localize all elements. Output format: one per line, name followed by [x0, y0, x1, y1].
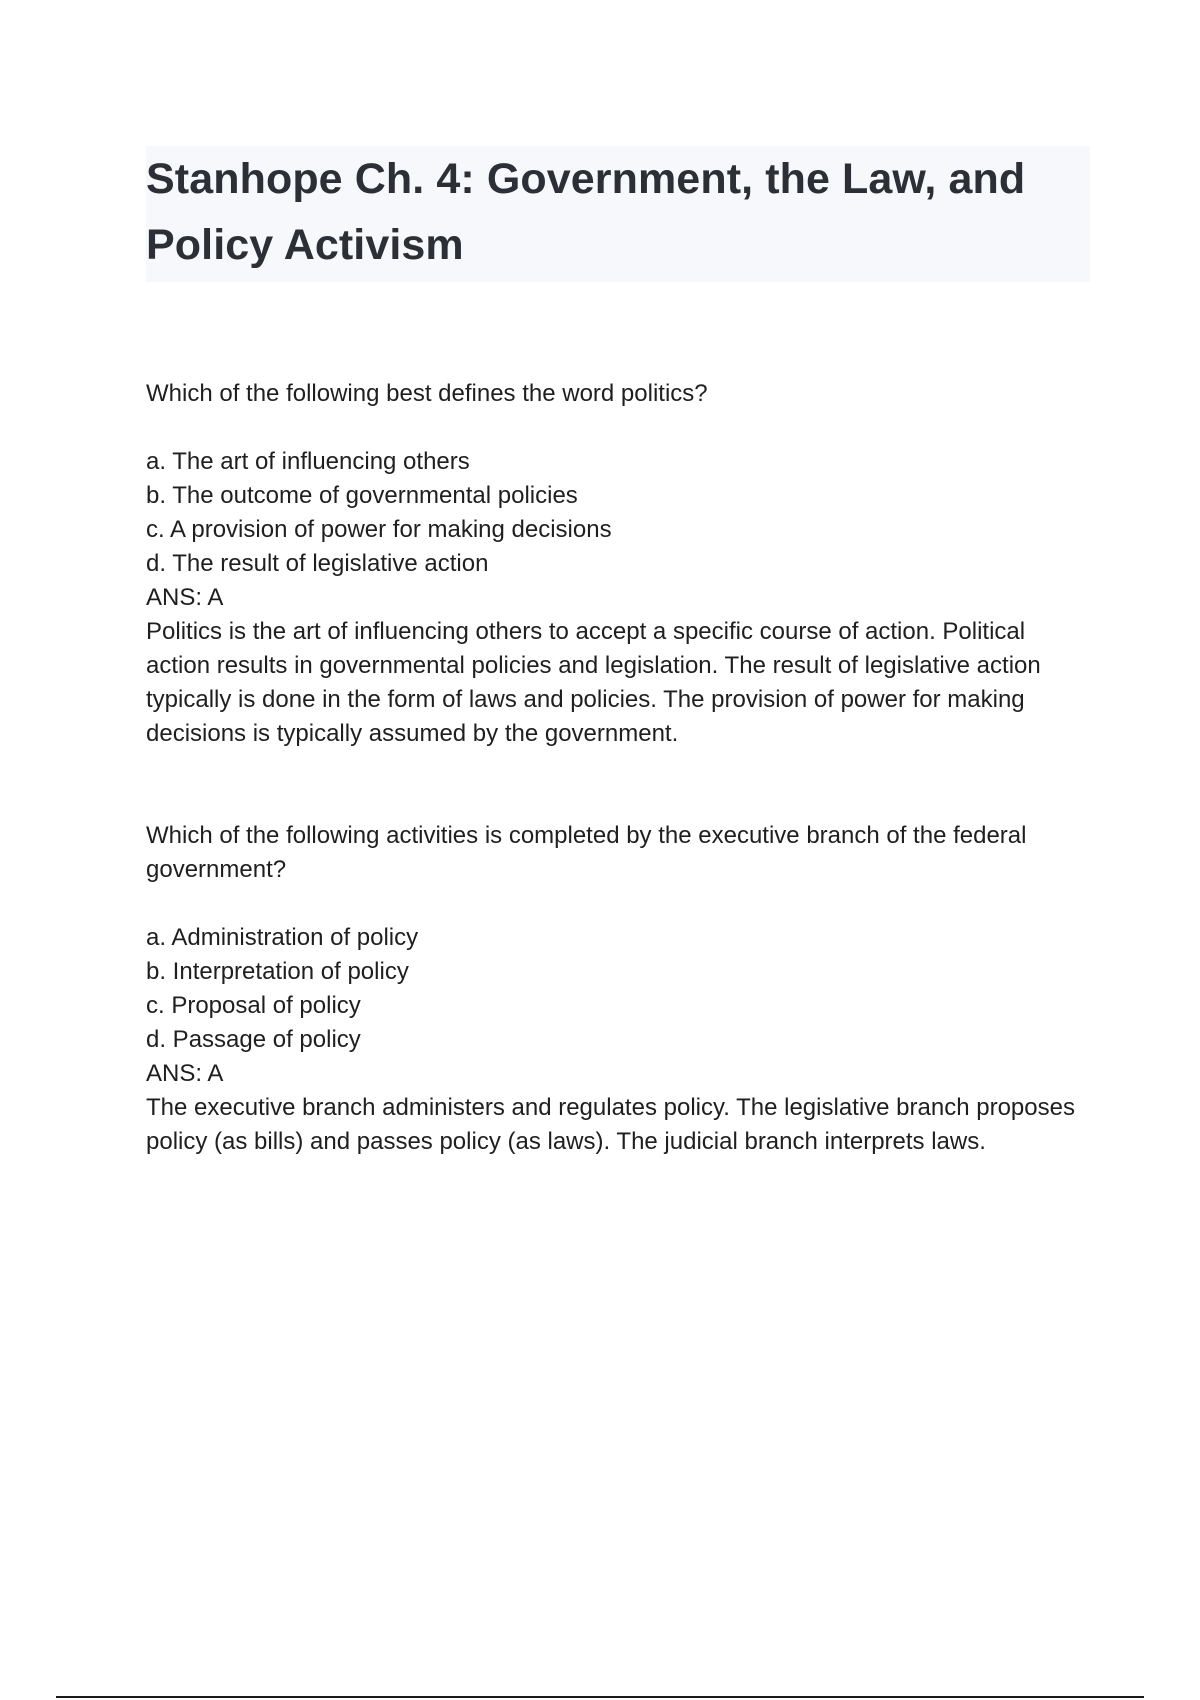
answer-options — [146, 445, 1090, 615]
option-c: c. A provision of power for making decisions — [146, 516, 612, 543]
question-prompt: Which of the following best defines the word politics? — [146, 380, 708, 407]
option-a: a. The art of influencing others — [146, 448, 470, 475]
question-prompt: Which of the following activities is completed by the executive branch of the federal government? — [146, 822, 1027, 883]
option-d: d. Passage of policy — [146, 1026, 361, 1053]
footer-divider — [56, 1696, 1144, 1698]
document-title: Stanhope Ch. 4: Government, the Law, and Policy Activism — [146, 155, 1026, 269]
option-d: d. The result of legislative action — [146, 550, 489, 577]
option-b: b. Interpretation of policy — [146, 958, 409, 985]
question-block — [146, 377, 1090, 751]
option-b: b. The outcome of governmental policies — [146, 482, 578, 509]
option-c: c. Proposal of policy — [146, 992, 361, 1019]
question-block — [146, 819, 1090, 1159]
option-a: a. Administration of policy — [146, 924, 419, 951]
answer-explanation: Politics is the art of influencing others to accept a specific course of action. Political action results in governmental policies and legislation. The result of legislative action typically is done in the form of laws and policies. The provision of power for making decisions is typically assumed by the government. — [146, 618, 1041, 747]
answer-explanation: The executive branch administers and regulates policy. The legislative branch proposes policy (as bills) and passes policy (as laws). The judicial branch interprets laws. — [146, 1094, 1075, 1155]
answer-key: ANS: A — [146, 1060, 224, 1087]
title-block — [146, 146, 1090, 282]
question-list — [146, 377, 1090, 1159]
answer-options — [146, 921, 1090, 1091]
answer-key: ANS: A — [146, 584, 224, 611]
